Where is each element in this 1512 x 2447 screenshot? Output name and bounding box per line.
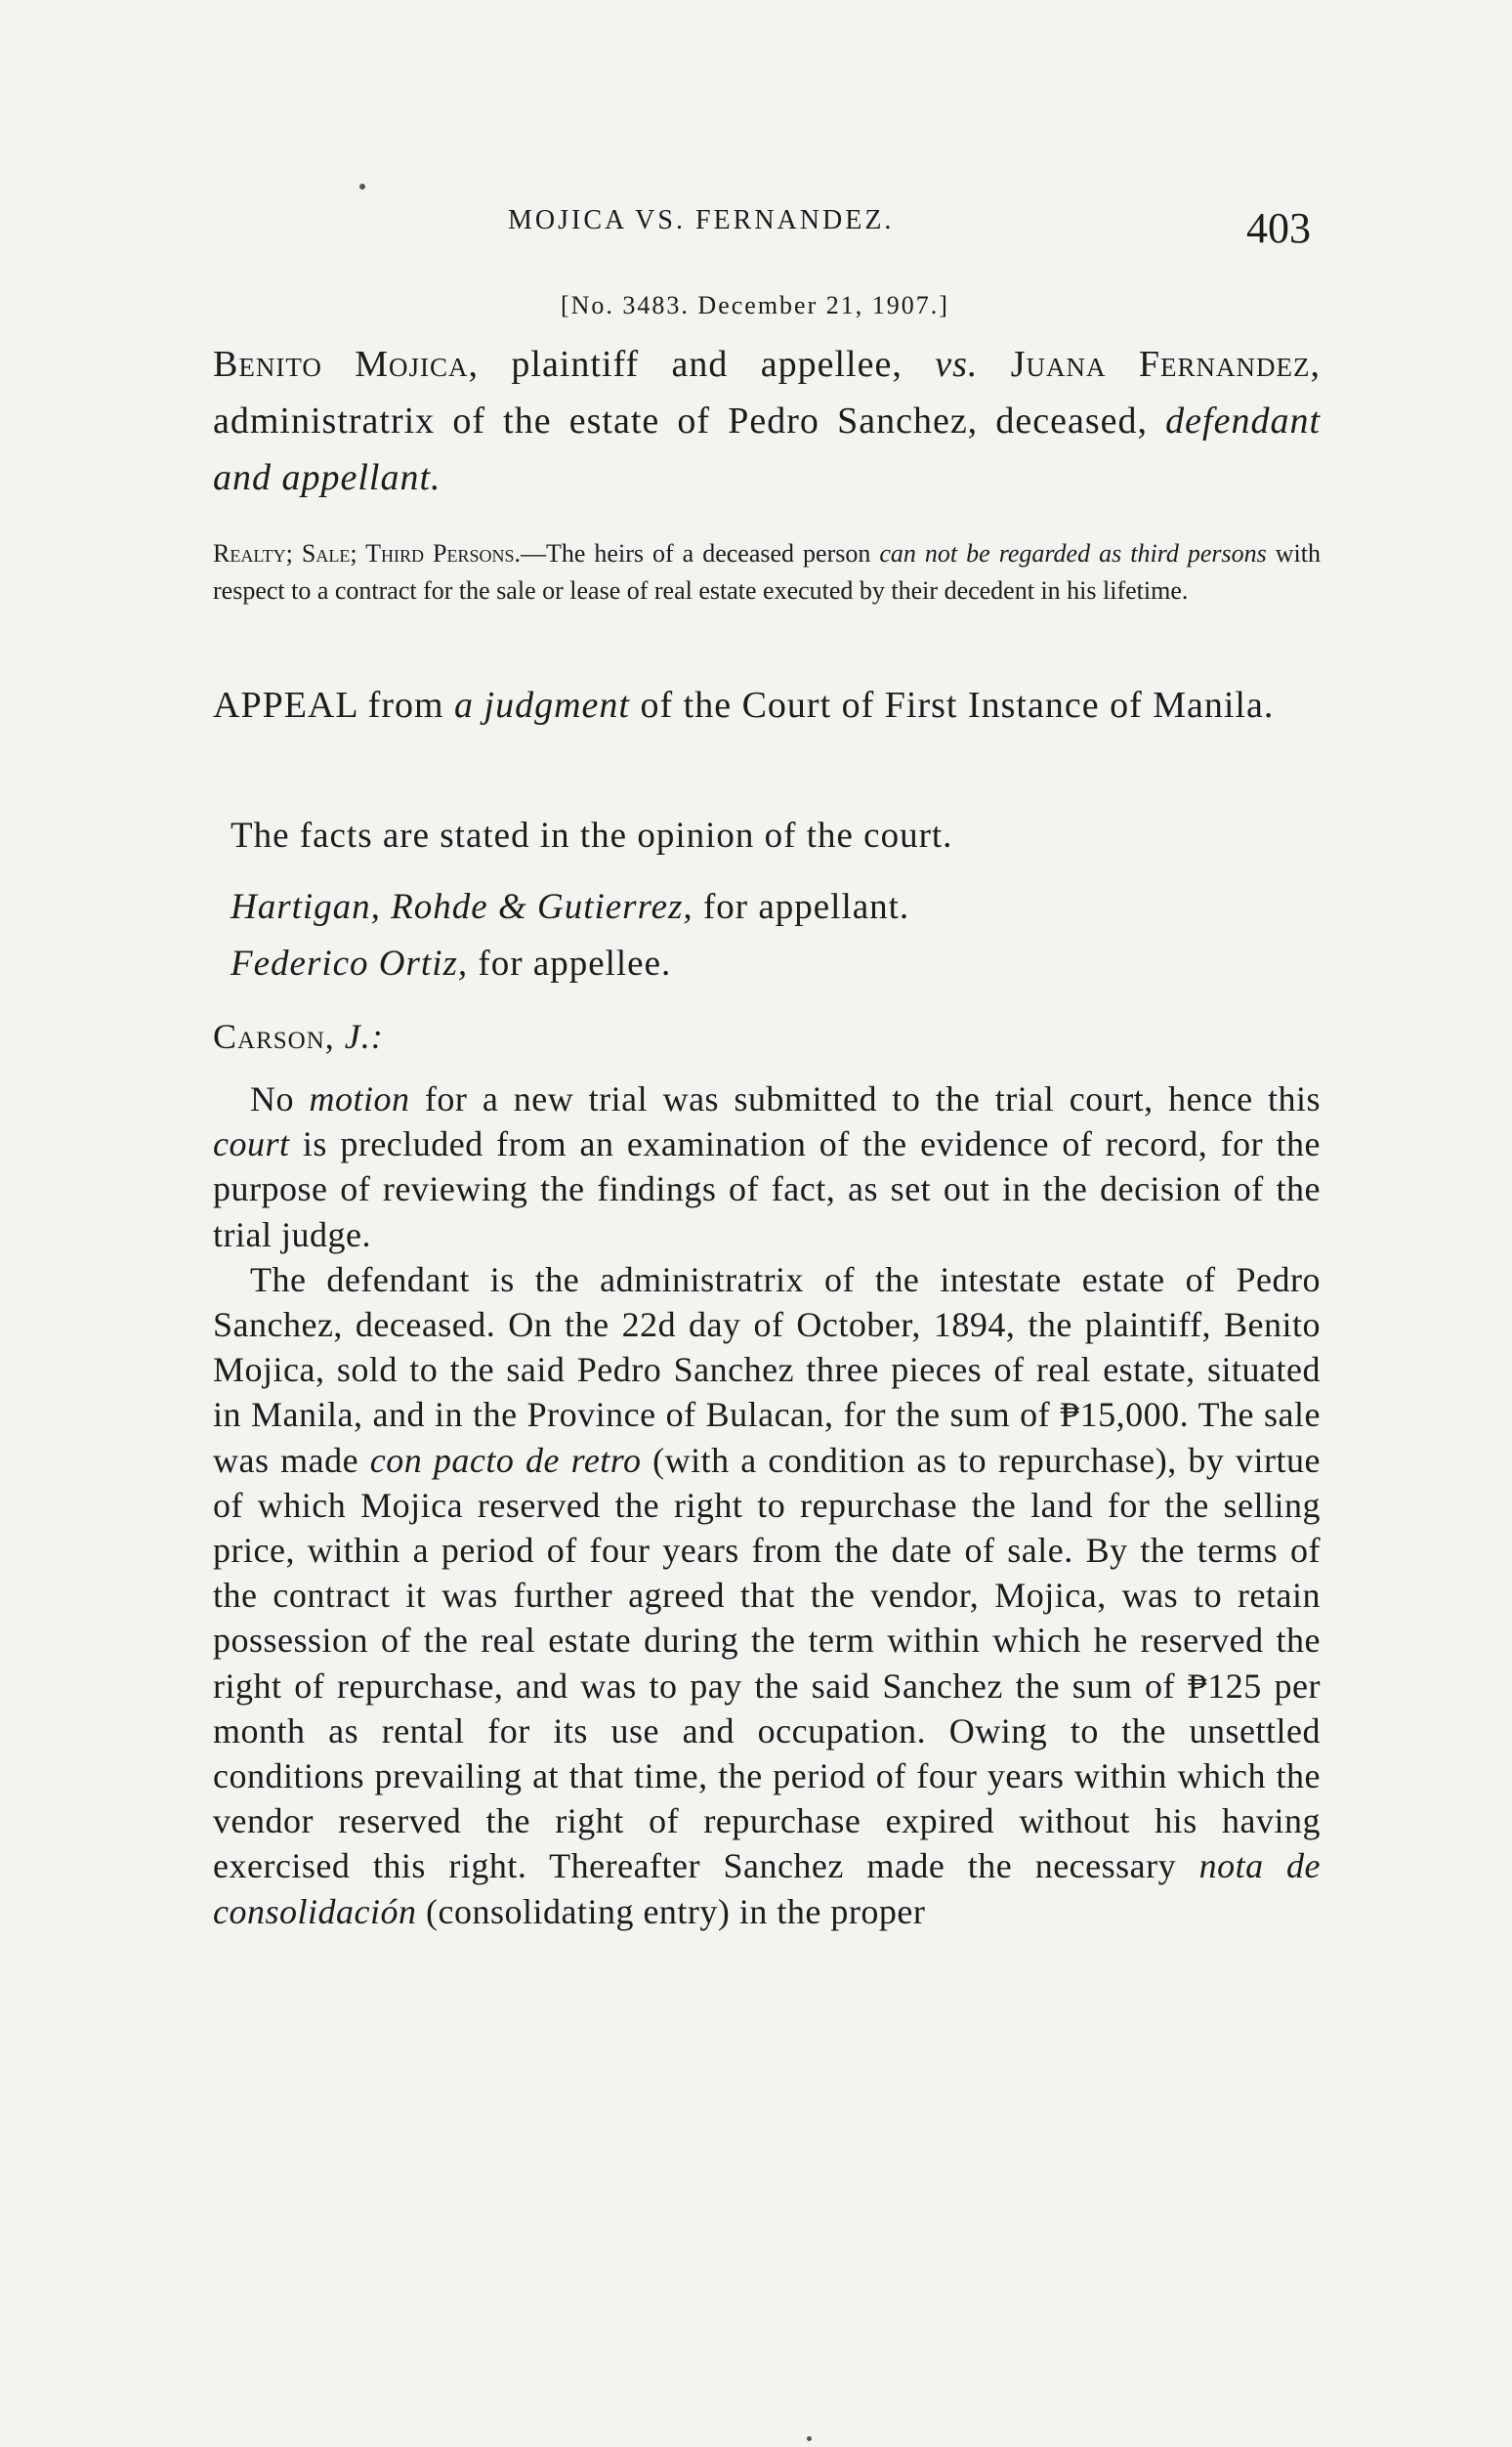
defendant-role: administratrix of the estate of Pedro Sanchez, deceased, [213, 401, 1148, 442]
opinion-text: for a new trial was submitted to the trial court, hence this [409, 1079, 1322, 1118]
opinion-text-italic: nota de consolidación [213, 1846, 1321, 1931]
syllabus-text: with respect to a contract for the sale or lease of real estate executed by their decedent in his lifetime. [213, 539, 1321, 605]
opinion-paragraph [213, 1076, 1321, 1257]
opinion-body [213, 1076, 1321, 1934]
syllabus-heading: Realty; Sale; Third Persons. [213, 539, 521, 568]
opinion-paragraph [213, 1257, 1321, 1934]
appeal-lead: APPEAL [213, 685, 358, 726]
counsel-names: Hartigan, Rohde & Gutierrez, [231, 887, 693, 927]
judge-title: J.: [334, 1017, 384, 1056]
appeal-statement [213, 678, 1321, 733]
docket-line: [No. 3483. December 21, 1907.] [561, 291, 949, 319]
plaintiff-name: Benito Mojica, [213, 344, 480, 385]
running-head: MOJICA VS. FERNANDEZ. [508, 205, 895, 235]
appeal-text: from [357, 685, 455, 726]
appeal-text: of the Court of First Instance of Manila. [629, 685, 1275, 726]
plaintiff-role: plaintiff and appellee, [511, 344, 903, 385]
syllabus-text-italic: can not be regarded as third persons [879, 539, 1267, 568]
page-number: 403 [1246, 204, 1311, 252]
opinion-text: The defendant is the administratrix of the intestate estate of Pedro Sanchez, deceased. On the 22d day of October, 1894, the plaintiff, Benito Mojica, sold to the said Pedro Sanchez three pieces of real estate, situated in Manila, and in the Province of Bulacan, for the sum of ₱15,000. The sale was made [213, 1259, 1321, 1480]
case-caption [213, 336, 1321, 506]
counsel-role: for appellee. [468, 944, 672, 984]
counsel-appellee [231, 936, 1338, 992]
opinion-text: No [250, 1079, 310, 1118]
counsel-list [231, 879, 1338, 992]
appeal-text-italic: a judgment [454, 685, 630, 726]
counsel-names: Federico Ortiz, [231, 944, 469, 984]
opinion-text-italic: con pacto de retro [369, 1440, 642, 1480]
defendant-role-italic: defendant and appellant. [213, 401, 1322, 498]
syllabus [213, 535, 1321, 610]
opinion-text: (consolidating entry) in the proper [416, 1891, 926, 1931]
ink-speck [359, 184, 365, 190]
opinion-text: is precluded from an examination of the evidence of record, for the purpose of reviewing the findings of fact, as set out in the decision of the trial judge. [213, 1124, 1321, 1254]
syllabus-text: —The heirs of a deceased person [521, 539, 880, 568]
judge-name: Carson, [213, 1017, 335, 1056]
opinion-text: (with a condition as to repurchase), by virtue of which Mojica reserved the right to repurchase the land for the selling price, within a period of four years from the date of sale. By the terms of the contract it was further agreed that the vendor, Mojica, was to retain possession of the real estate during the term within which he reserved the right of repurchase, and was to pay the said Sanchez the sum of ₱125 per month as rental for its use and occupation. Owing to the unsettled conditions prevailing at that time, the period of four years within which the vendor reserved the right of repurchase expired without his having exercised this right. Thereafter Sanchez made the necessary [213, 1440, 1321, 1886]
defendant-name: Juana Fernandez, [1010, 344, 1322, 385]
opinion-text-italic: court [213, 1124, 290, 1164]
facts-note: The facts are stated in the opinion of the court. [231, 816, 953, 856]
ink-speck [807, 2436, 812, 2441]
opinion-text-italic: motion [309, 1079, 410, 1118]
versus: vs. [935, 344, 979, 385]
judge-byline [213, 1016, 1321, 1057]
counsel-role: for appellant. [693, 887, 910, 927]
counsel-appellant [231, 879, 1338, 936]
